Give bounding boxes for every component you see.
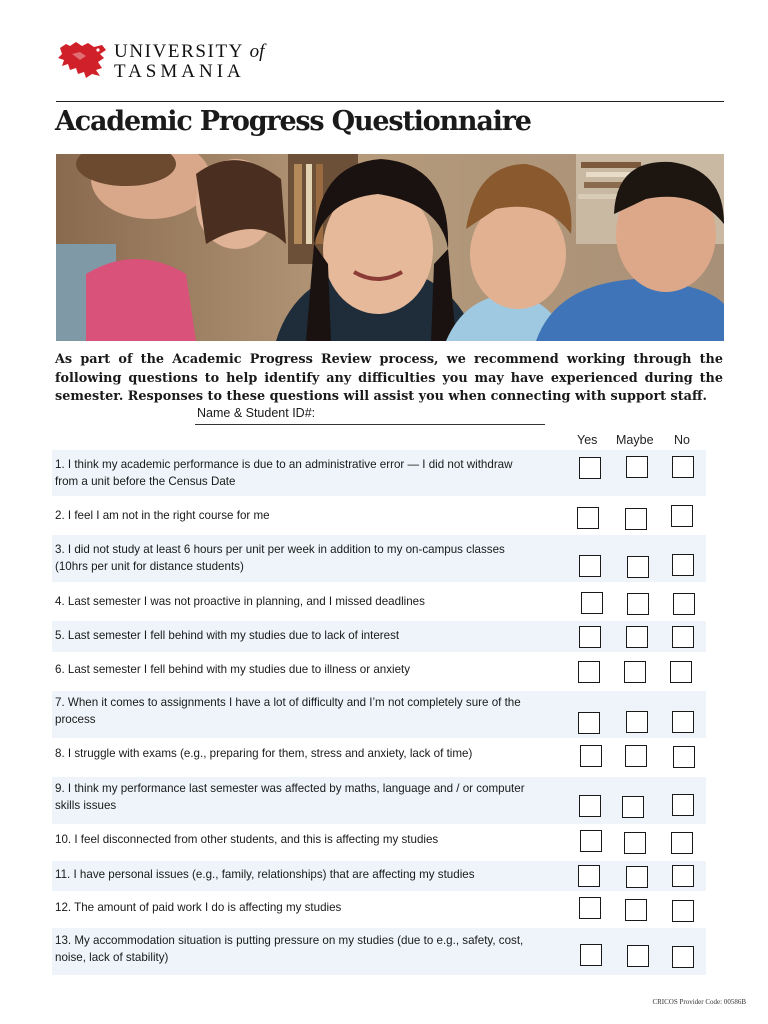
logo-of-text: of [249,41,265,62]
logo-university-text: UNIVERSITY [114,41,244,62]
header-divider [56,101,724,102]
column-header-no: No [674,433,690,447]
checkbox-maybe[interactable] [626,866,648,888]
question-row-5 [52,621,706,652]
checkbox-no[interactable] [672,900,694,922]
checkbox-maybe[interactable] [627,556,649,578]
question-row-9 [52,777,706,824]
checkbox-yes[interactable] [579,626,601,648]
intro-text: As part of the Academic Progress Review process, we recommend working through the following questions to help identify any difficulties you may have experienced during the semester. Responses to these questions will assist you when connecting with support staff. [55,352,723,404]
question-text: 10. I feel disconnected from other students, and this is affecting my studies [55,833,439,846]
page-title: Academic Progress Questionnaire [55,106,531,137]
checkbox-maybe[interactable] [625,745,647,767]
question-row-1 [52,450,706,496]
question-row-3 [52,535,706,582]
lion-crest-icon [56,40,108,80]
checkbox-yes[interactable] [580,830,602,852]
question-row-12 [52,892,706,927]
checkbox-maybe[interactable] [627,945,649,967]
checkbox-no[interactable] [672,626,694,648]
checkbox-maybe[interactable] [625,899,647,921]
checkbox-no[interactable] [672,711,694,733]
checkbox-maybe[interactable] [624,661,646,683]
checkbox-maybe[interactable] [626,711,648,733]
question-text: 1. I think my academic performance is due to an administrative error — I did not withdraw from a unit before the Census Date [55,458,513,488]
checkbox-no[interactable] [672,456,694,478]
logo-tasmania-text: TASMANIA [114,61,245,82]
name-student-id-label: Name & Student ID#: [197,406,316,420]
university-logo [56,40,286,84]
checkbox-no[interactable] [673,593,695,615]
checkbox-yes[interactable] [579,457,601,479]
checkbox-no[interactable] [671,832,693,854]
checkbox-no[interactable] [670,661,692,683]
checkbox-maybe[interactable] [625,508,647,530]
cricos-footer: CRICOS Provider Code: 00586B [652,998,746,1006]
checkbox-maybe[interactable] [626,626,648,648]
question-text: 8. I struggle with exams (e.g., preparing for them, stress and anxiety, lack of time) [55,747,473,760]
question-text: 3. I did not study at least 6 hours per unit per week in addition to my on-campus classes (10hrs per unit for distance students) [55,543,505,573]
question-row-13 [52,928,706,975]
question-text: 12. The amount of paid work I do is affecting my studies [55,901,342,914]
checkbox-maybe[interactable] [624,832,646,854]
checkbox-maybe[interactable] [622,796,644,818]
logo-wordmark [114,42,264,82]
column-header-yes: Yes [577,433,598,447]
intro-paragraph [55,351,723,407]
checkbox-no[interactable] [672,865,694,887]
checkbox-yes[interactable] [578,712,600,734]
checkbox-yes[interactable] [578,865,600,887]
question-row-4 [52,583,706,620]
column-header-maybe: Maybe [616,433,654,447]
checkbox-yes[interactable] [579,795,601,817]
question-text: 11. I have personal issues (e.g., family, relationships) that are affecting my studies [55,868,475,881]
name-student-id-field[interactable] [195,424,545,425]
question-row-8 [52,739,706,776]
question-text: 13. My accommodation situation is putting pressure on my studies (due to e.g., safety, cost, noise, lack of stability) [55,934,524,964]
question-text: 4. Last semester I was not proactive in planning, and I missed deadlines [55,595,425,608]
checkbox-yes[interactable] [581,592,603,614]
checkbox-yes[interactable] [578,661,600,683]
question-text: 7. When it comes to assignments I have a lot of difficulty and I’m not completely sure of the process [55,696,521,726]
checkbox-no[interactable] [671,505,693,527]
checkbox-yes[interactable] [577,507,599,529]
question-row-2 [52,497,706,534]
checkbox-no[interactable] [672,946,694,968]
checkbox-yes[interactable] [580,745,602,767]
question-text: 2. I feel I am not in the right course for me [55,509,270,522]
question-text: 6. Last semester I fell behind with my studies due to illness or anxiety [55,663,411,676]
question-row-6 [52,653,706,690]
students-photo-illustration [56,154,724,341]
question-row-7 [52,691,706,738]
checkbox-no[interactable] [672,554,694,576]
question-text: 5. Last semester I fell behind with my studies due to lack of interest [55,629,400,642]
checkbox-yes[interactable] [579,555,601,577]
checkbox-yes[interactable] [579,897,601,919]
students-photo [56,154,724,341]
checkbox-no[interactable] [673,746,695,768]
checkbox-no[interactable] [672,794,694,816]
checkbox-maybe[interactable] [627,593,649,615]
question-row-10 [52,825,706,860]
question-text: 9. I think my performance last semester was affected by maths, language and / or computer skills issues [55,782,525,812]
question-row-11 [52,861,706,891]
checkbox-yes[interactable] [580,944,602,966]
checkbox-maybe[interactable] [626,456,648,478]
